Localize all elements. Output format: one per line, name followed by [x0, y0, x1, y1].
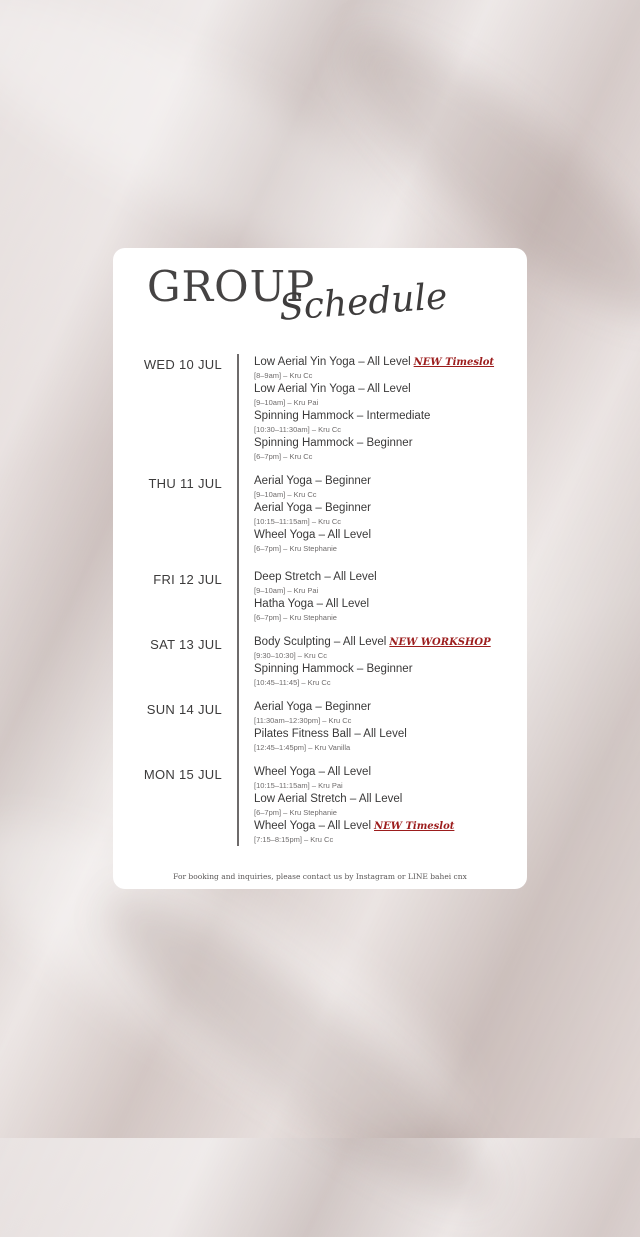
class-time-instructor: [9–10am] – Kru Cc — [254, 490, 317, 499]
day-label: WED 10 JUL — [143, 357, 222, 372]
class-time-instructor: [6–7pm] – Kru Stephanie — [254, 613, 337, 622]
class-time-instructor: [12:45–1:45pm] – Kru Vanilla — [254, 743, 351, 752]
class-name: Low Aerial Stretch – All Level — [254, 793, 403, 805]
class-name: Spinning Hammock – Beginner — [254, 663, 413, 675]
class-item — [254, 475, 371, 487]
class-time-instructor: [8–9am] – Kru Cc — [254, 371, 313, 380]
class-item — [254, 766, 371, 778]
class-name: Low Aerial Yin Yoga – All Level — [254, 356, 411, 368]
class-name: Spinning Hammock – Intermediate — [254, 410, 431, 422]
class-time-instructor: [10:45–11:45] – Kru Cc — [254, 678, 331, 687]
class-name: Aerial Yoga – Beginner — [254, 475, 372, 487]
class-name: Wheel Yoga – All Level — [254, 766, 372, 778]
background-shadow-streak — [80, 863, 520, 1237]
timeline-divider — [237, 354, 239, 846]
class-item — [254, 356, 494, 368]
class-time-instructor: [9:30–10:30] – Kru Cc — [254, 651, 327, 660]
day-label: SUN 14 JUL — [146, 702, 222, 717]
class-name: Aerial Yoga – Beginner — [254, 701, 372, 713]
class-item — [254, 793, 402, 805]
class-name: Body Sculpting – All Level — [254, 636, 387, 648]
class-item — [254, 383, 411, 395]
day-label: THU 11 JUL — [148, 476, 222, 491]
class-time-instructor: [7:15–8:15pm] – Kru Cc — [254, 835, 334, 844]
class-item — [254, 502, 371, 514]
class-item — [254, 529, 371, 541]
class-name: Aerial Yoga – Beginner — [254, 502, 372, 514]
new-tag: NEW Timeslot — [374, 821, 455, 832]
class-name: Low Aerial Yin Yoga – All Level — [254, 383, 411, 395]
class-item — [254, 636, 491, 648]
class-time-instructor: [9–10am] – Kru Pai — [254, 586, 319, 595]
day-label: MON 15 JUL — [143, 767, 222, 782]
class-time-instructor: [10:15–11:15am] – Kru Pai — [254, 781, 343, 790]
class-time-instructor: [10:15–11:15am] – Kru Cc — [254, 517, 341, 526]
class-item — [254, 571, 377, 583]
day-label: FRI 12 JUL — [153, 572, 222, 587]
title-group: GROUP — [147, 262, 316, 311]
class-time-instructor: [6–7pm] – Kru Cc — [254, 452, 313, 461]
new-tag: NEW WORKSHOP — [389, 637, 491, 648]
class-time-instructor: [6–7pm] – Kru Stephanie — [254, 544, 337, 553]
schedule-card — [113, 248, 527, 889]
class-item — [254, 728, 407, 740]
class-time-instructor: [9–10am] – Kru Pai — [254, 398, 319, 407]
new-tag: NEW Timeslot — [413, 357, 495, 368]
class-item — [254, 598, 369, 610]
class-time-instructor: [6–7pm] – Kru Stephanie — [254, 808, 337, 817]
class-item — [254, 663, 413, 675]
class-item — [254, 701, 371, 713]
footer-contact: For booking and inquiries, please contact us by Instagram or LINE bahei cnx — [173, 872, 467, 881]
class-name: Deep Stretch – All Level — [254, 571, 377, 583]
class-name: Hatha Yoga – All Level — [254, 598, 370, 610]
class-name: Spinning Hammock – Beginner — [254, 437, 413, 449]
class-time-instructor: [11:30am–12:30pm] – Kru Cc — [254, 716, 352, 725]
class-item — [254, 437, 413, 449]
class-item — [254, 410, 430, 422]
class-item — [254, 820, 454, 832]
class-name: Wheel Yoga – All Level — [254, 820, 372, 832]
day-label: SAT 13 JUL — [150, 637, 222, 652]
class-name: Wheel Yoga – All Level — [254, 529, 372, 541]
class-name: Pilates Fitness Ball – All Level — [254, 728, 407, 740]
class-time-instructor: [10:30–11:30am] – Kru Cc — [254, 425, 341, 434]
title-schedule: Schedule — [277, 276, 449, 329]
